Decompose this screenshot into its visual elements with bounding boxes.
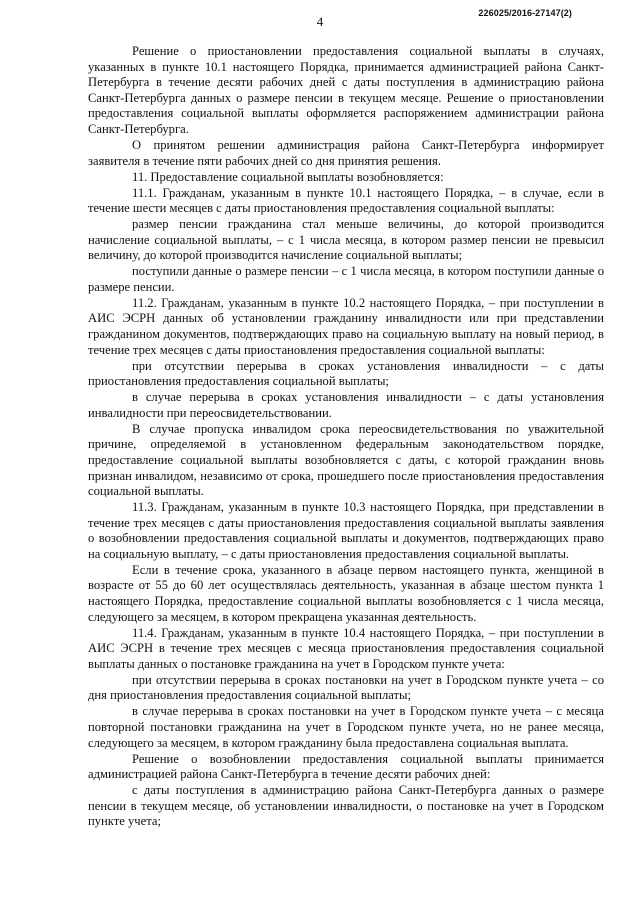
paragraph: с даты поступления в администрацию района Санкт-Петербурга данных о размере пенсии в текущем месяце, об установлении инвалидности, о постановке на учет в Городском пункте учета; bbox=[88, 783, 604, 829]
paragraph: Решение о приостановлении предоставления социальной выплаты в случаях, указанных в пункте 10.1 настоящего Порядка, принимается администрацией района Санкт-Петербурга в течение десяти рабочих дней с даты поступления в администрацию района Санкт-Петербурга данных о размере пенсии в текущем месяце. Решение о приостановлении предоставления социальной выплаты оформляется распоряжением администрации района Санкт-Петербурга. bbox=[88, 44, 604, 136]
paragraph: 11. Предоставление социальной выплаты возобновляется: bbox=[132, 169, 444, 184]
paragraph: 11.4. Гражданам, указанным в пункте 10.4 настоящего Порядка, – при поступлении в АИС ЭСРН в течение трех месяцев с месяца приостановления предоставления социальной выплаты данных о постановке гражданина на учет в Городском пункте учета: bbox=[88, 625, 604, 671]
paragraph: при отсутствии перерыва в сроках установления инвалидности – с даты приостановления предоставления социальной выплаты; bbox=[88, 358, 604, 389]
paragraph: в случае перерыва в сроках постановки на учет в Городском пункте учета – с месяца повторной постановки гражданина на учет в Городском пункте учета, но не ранее месяца, следующего за месяцем, в котором гражданину была предоставлена социальная выплата. bbox=[88, 704, 604, 750]
paragraph: Если в течение срока, указанного в абзаце первом настоящего пункта, женщиной в возрасте от 55 до 60 лет осуществлялась деятельность, указанная в абзаце шестом пункта 1 настоящего Порядка, предоставление социальной выплаты возобновляется с 1 числа месяца, следующего за месяцем, в котором прекращена указанная деятельность. bbox=[88, 562, 604, 624]
paragraph: В случае пропуска инвалидом срока переосвидетельствования по уважительной причине, определяемой в установленном федеральным законодательством порядке, предоставление социальной выплаты возобновляется с даты, с которой гражданин вновь признан инвалидом, независимо от срока, прошедшего после приостановления предоставления социальной выплаты. bbox=[88, 421, 604, 499]
paragraph: в случае перерыва в сроках установления инвалидности – с даты установления инвалидности при переосвидетельствовании. bbox=[88, 390, 604, 420]
paragraph: 11.3. Гражданам, указанным в пункте 10.3 настоящего Порядка, при представлении в течение трех месяцев с даты приостановления предоставления социальной выплаты заявления о возобновлении предоставления социальной выплаты и документов, подтверждающих право на социальную выплату, – с даты приостановления предоставления социальной выплаты. bbox=[88, 500, 604, 561]
page-number: 4 bbox=[316, 14, 324, 29]
paragraph: поступили данные о размере пенсии – с 1 числа месяца, в котором поступили данные о размере пенсии. bbox=[88, 264, 604, 294]
paragraph: Решение о возобновлении предоставления социальной выплаты принимается администрацией района Санкт-Петербурга в течение десяти рабочих дней: bbox=[88, 751, 604, 782]
paragraph: 11.1. Гражданам, указанным в пункте 10.1 настоящего Порядка, – в случае, если в течение шести месяцев с даты приостановления предоставления социальной выплаты: bbox=[88, 185, 604, 216]
paragraph: при отсутствии перерыва в сроках постановки на учет в Городском пункте учета – со дня приостановления предоставления социальной выплаты; bbox=[88, 672, 604, 703]
paragraph: размер пенсии гражданина стал меньше величины, до которой производится начисление социальной выплаты, – с 1 числа месяца, в котором размер пенсии не превысил величину, до которой производится начисление социальной выплаты; bbox=[88, 217, 604, 263]
document-body bbox=[88, 44, 604, 830]
document-id: 226025/2016-27147(2) bbox=[478, 8, 572, 18]
paragraph: 11.2. Гражданам, указанным в пункте 10.2 настоящего Порядка, – при поступлении в АИС ЭСРН данных об установлении гражданину инвалидности или при представлении гражданином документов, подтверждающих право на социальную выплату на новый период, в течение трех месяцев с даты приостановления предоставления социальной выплаты: bbox=[88, 295, 604, 357]
paragraph: О принятом решении администрация района Санкт-Петербурга информирует заявителя в течение пяти рабочих дней со дня принятия решения. bbox=[88, 137, 604, 168]
